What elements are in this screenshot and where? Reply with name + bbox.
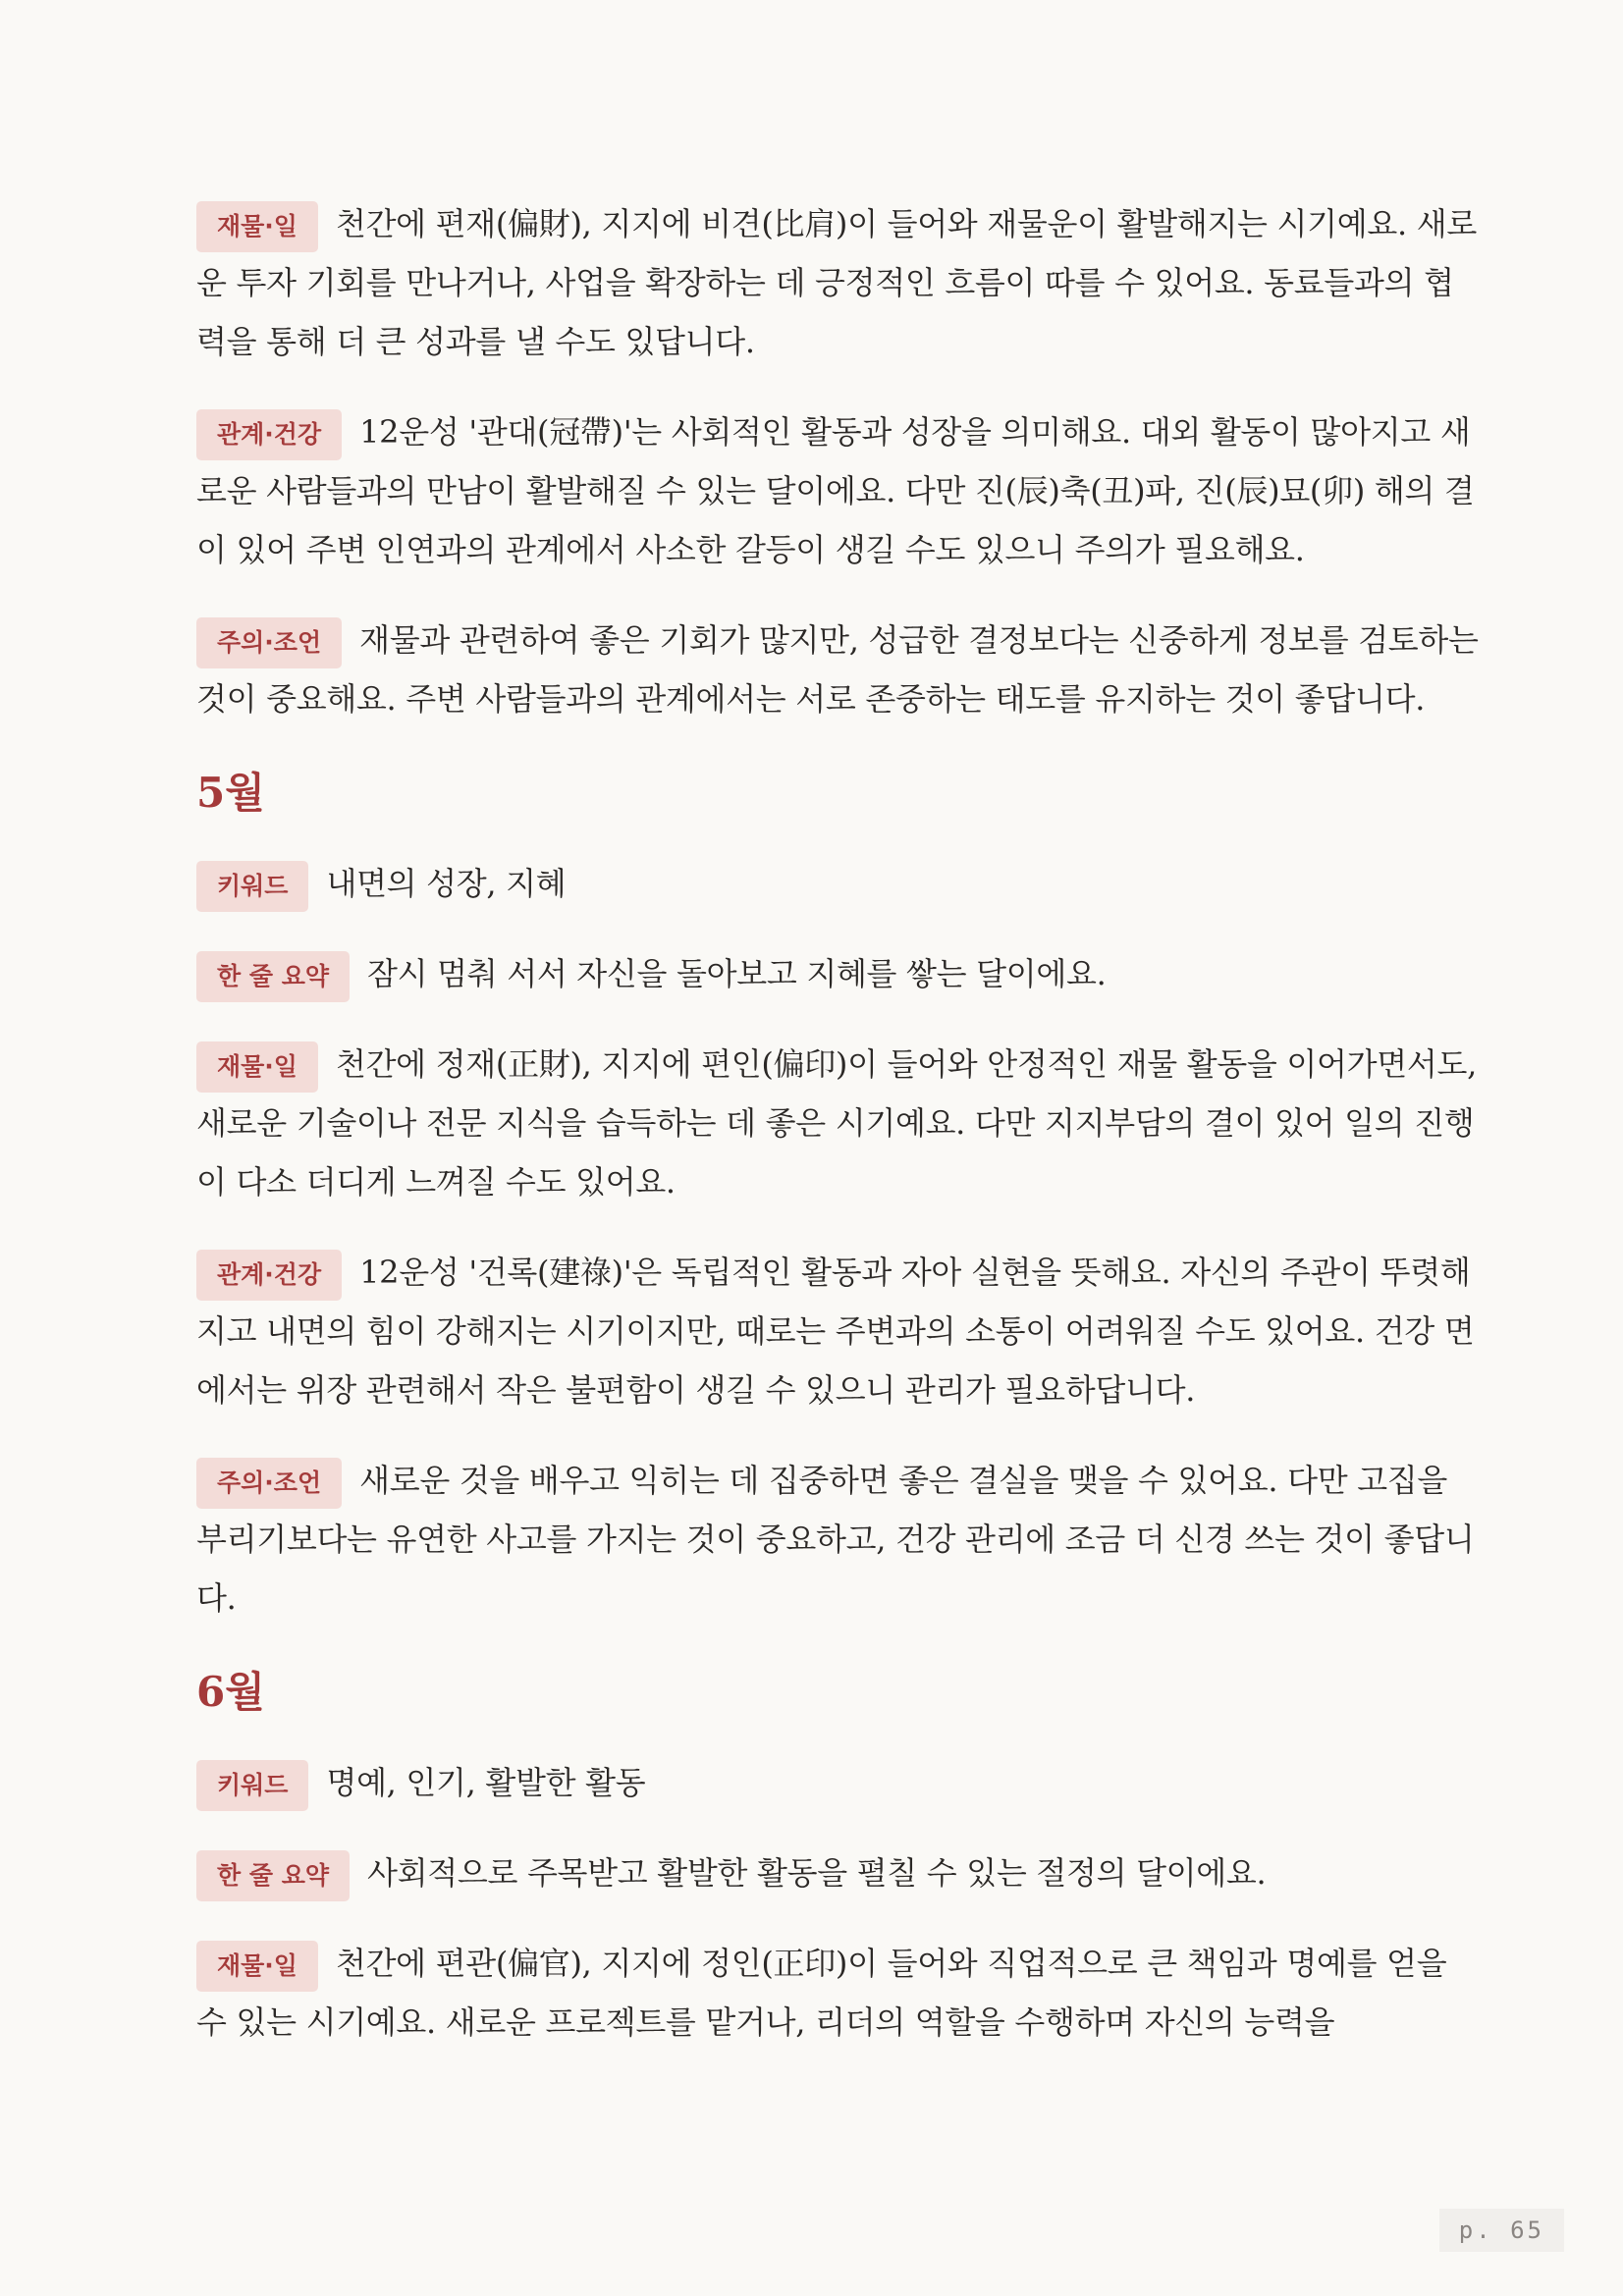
entry-keyword [196,854,1483,913]
tag-label: 재물·일 [196,1941,318,1992]
entry-text: 잠시 멈춰 서서 자신을 돌아보고 지혜를 쌓는 달이에요. [367,955,1107,992]
tag-label: 관계·건강 [196,409,342,460]
tag-label: 재물·일 [196,201,318,252]
entry-relationship-health [196,1243,1483,1419]
month-section-4 [196,194,1483,728]
page-number: p. 65 [1439,2209,1564,2252]
entry-keyword [196,1753,1483,1812]
month-section-6 [196,1663,1483,2052]
entry-text: 내면의 성장, 지혜 [326,865,567,902]
tag-label: 키워드 [196,1760,308,1811]
entry-wealth-work [196,194,1483,371]
page-content [196,194,1483,2065]
entry-caution-advice [196,611,1483,728]
tag-label: 재물·일 [196,1041,318,1093]
tag-label: 주의·조언 [196,617,342,668]
tag-label: 관계·건강 [196,1250,342,1301]
month-heading: 5월 [196,769,265,817]
month-heading: 6월 [196,1668,265,1716]
entry-text: 12운성 '건록(建祿)'은 독립적인 활동과 자아 실현을 뜻해요. 자신의 주관이 뚜렷해지고 내면의 힘이 강해지는 시기이지만, 때로는 주변과의 소통이 어려워질 수도 있어요. 건강 면에서는 위장 관련해서 작은 불편함이 생길 수 있으니 관리가 필요하답니다. [196,1254,1475,1409]
month-section-5 [196,764,1483,1628]
entry-text: 천간에 정재(正財), 지지에 편인(偏印)이 들어와 안정적인 재물 활동을 이어가면서도, 새로운 기술이나 전문 지식을 습득하는 데 좋은 시기예요. 다만 지지부담의 결이 있어 일의 진행이 다소 더디게 느껴질 수도 있어요. [196,1045,1477,1201]
entry-text: 12운성 '관대(冠帶)'는 사회적인 활동과 성장을 의미해요. 대외 활동이 많아지고 새로운 사람들과의 만남이 활발해질 수 있는 달이에요. 다만 진(辰)축(丑)파, 진(辰)묘(卯) 해의 결이 있어 주변 인연과의 관계에서 사소한 갈등이 생길 수도 있으니 주의가 필요해요. [196,413,1475,568]
entry-text: 사회적으로 주목받고 활발한 활동을 펼칠 수 있는 절정의 달이에요. [367,1854,1267,1892]
tag-label: 주의·조언 [196,1458,342,1509]
entry-text: 천간에 편관(偏官), 지지에 정인(正印)이 들어와 직업적으로 큰 책임과 명예를 얻을 수 있는 시기예요. 새로운 프로젝트를 맡거나, 리더의 역할을 수행하며 자신의 능력을 [196,1945,1447,2041]
entry-summary [196,1843,1483,1902]
entry-wealth-work [196,1934,1483,2052]
entry-wealth-work [196,1035,1483,1211]
entry-caution-advice [196,1451,1483,1628]
tag-label: 한 줄 요약 [196,1850,350,1901]
tag-label: 키워드 [196,861,308,912]
entry-summary [196,944,1483,1003]
entry-text: 재물과 관련하여 좋은 기회가 많지만, 성급한 결정보다는 신중하게 정보를 검토하는 것이 중요해요. 주변 사람들과의 관계에서는 서로 존중하는 태도를 유지하는 것이 좋답니다. [196,621,1479,718]
entry-text: 천간에 편재(偏財), 지지에 비견(比肩)이 들어와 재물운이 활발해지는 시기예요. 새로운 투자 기회를 만나거나, 사업을 확장하는 데 긍정적인 흐름이 따를 수 있어요. 동료들과의 협력을 통해 더 큰 성과를 낼 수도 있답니다. [196,205,1477,360]
entry-relationship-health [196,402,1483,579]
entry-text: 명예, 인기, 활발한 활동 [326,1764,646,1801]
tag-label: 한 줄 요약 [196,951,350,1002]
entry-text: 새로운 것을 배우고 익히는 데 집중하면 좋은 결실을 맺을 수 있어요. 다만 고집을 부리기보다는 유연한 사고를 가지는 것이 중요하고, 건강 관리에 조금 더 신경 쓰는 것이 좋답니다. [196,1462,1475,1617]
